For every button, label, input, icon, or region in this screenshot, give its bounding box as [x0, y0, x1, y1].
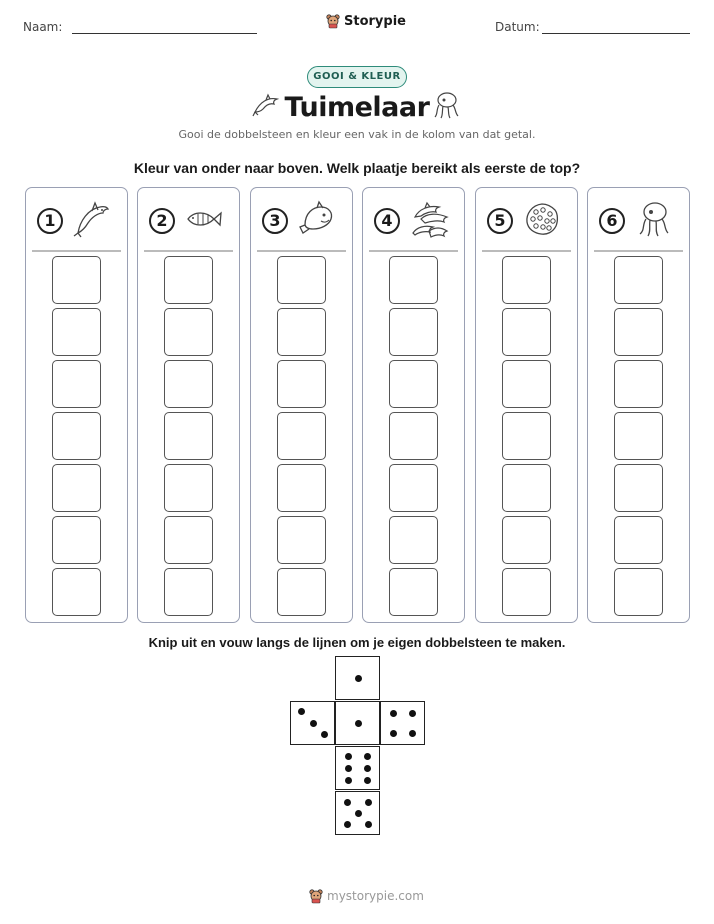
- cartoon-dolphin-icon: [297, 199, 337, 239]
- column-separator: [257, 250, 346, 252]
- dice-pip: [310, 720, 317, 727]
- dice-face-center: [335, 701, 380, 745]
- color-cell[interactable]: [52, 568, 101, 616]
- color-cell[interactable]: [277, 412, 326, 460]
- color-cell[interactable]: [614, 308, 663, 356]
- dice-face-bottom: [335, 791, 380, 835]
- color-cell[interactable]: [164, 516, 213, 564]
- brand-logo: [326, 13, 406, 29]
- column-separator: [144, 250, 233, 252]
- dice-instruction: Knip uit en vouw langs de lijnen om je eigen dobbelsteen te maken.: [148, 635, 566, 650]
- dice-pip: [355, 675, 362, 682]
- dice-face-left: [290, 701, 335, 745]
- column-separator: [482, 250, 571, 252]
- color-cell[interactable]: [502, 412, 551, 460]
- name-label: Naam:: [23, 20, 63, 34]
- dice-pip: [321, 731, 328, 738]
- squid-icon: [634, 199, 674, 239]
- date-label: Datum:: [495, 20, 540, 34]
- color-cell[interactable]: [502, 568, 551, 616]
- color-cell[interactable]: [52, 464, 101, 512]
- color-cell[interactable]: [52, 516, 101, 564]
- dice-pip: [364, 753, 371, 760]
- column-6: [587, 187, 690, 623]
- dolphin-icon: [72, 199, 112, 239]
- color-cell[interactable]: [52, 360, 101, 408]
- column-number: 2: [149, 208, 175, 234]
- column-2: [137, 187, 240, 623]
- dice-pip: [365, 799, 372, 806]
- dice-face-lower: [335, 746, 380, 790]
- color-cell[interactable]: [502, 464, 551, 512]
- column-number: 3: [262, 208, 288, 234]
- dice-pip: [365, 821, 372, 828]
- color-cell[interactable]: [389, 464, 438, 512]
- column-separator: [594, 250, 683, 252]
- column-number: 1: [37, 208, 63, 234]
- color-cell[interactable]: [164, 568, 213, 616]
- color-cell[interactable]: [164, 256, 213, 304]
- dice-pip: [390, 710, 397, 717]
- dice-pip: [345, 765, 352, 772]
- color-cell[interactable]: [164, 464, 213, 512]
- color-cell[interactable]: [164, 412, 213, 460]
- color-cell[interactable]: [277, 568, 326, 616]
- color-cell[interactable]: [614, 360, 663, 408]
- color-cell[interactable]: [52, 256, 101, 304]
- squid-icon: [430, 90, 462, 120]
- dice-pip: [390, 730, 397, 737]
- column-number: 4: [374, 208, 400, 234]
- color-cell[interactable]: [52, 308, 101, 356]
- color-cell[interactable]: [52, 412, 101, 460]
- column-4: [362, 187, 465, 623]
- dice-pip: [298, 708, 305, 715]
- color-cell[interactable]: [164, 360, 213, 408]
- footer: [309, 888, 424, 904]
- category-badge: GOOI & KLEUR: [307, 66, 407, 88]
- color-cell[interactable]: [277, 308, 326, 356]
- dice-pip: [344, 799, 351, 806]
- color-cell[interactable]: [277, 256, 326, 304]
- color-cell[interactable]: [277, 516, 326, 564]
- color-cell[interactable]: [614, 516, 663, 564]
- dolphins-group-icon: [409, 199, 451, 241]
- fish-icon: [184, 199, 224, 239]
- color-cell[interactable]: [164, 308, 213, 356]
- page-title: Tuimelaar: [284, 92, 430, 123]
- color-cell[interactable]: [389, 360, 438, 408]
- color-cell[interactable]: [614, 256, 663, 304]
- color-cell[interactable]: [502, 516, 551, 564]
- column-number: 6: [599, 208, 625, 234]
- dice-pip: [355, 720, 362, 727]
- color-cell[interactable]: [389, 256, 438, 304]
- bear-logo-icon: [326, 13, 340, 29]
- dice-face-right: [380, 701, 425, 745]
- dice-pip: [409, 710, 416, 717]
- color-cell[interactable]: [502, 308, 551, 356]
- column-3: [250, 187, 353, 623]
- color-cell[interactable]: [277, 360, 326, 408]
- column-1: [25, 187, 128, 623]
- name-line: [72, 33, 257, 34]
- subtitle: Gooi de dobbelsteen en kleur een vak in de kolom van dat getal.: [178, 128, 536, 141]
- dice-pip: [355, 810, 362, 817]
- dice-pip: [364, 777, 371, 784]
- color-cell[interactable]: [389, 412, 438, 460]
- color-cell[interactable]: [502, 256, 551, 304]
- instruction: Kleur van onder naar boven. Welk plaatje bereikt als eerste de top?: [133, 160, 581, 176]
- dice-face-top: [335, 656, 380, 700]
- column-number: 5: [487, 208, 513, 234]
- column-separator: [32, 250, 121, 252]
- color-cell[interactable]: [277, 464, 326, 512]
- color-cell[interactable]: [502, 360, 551, 408]
- brand-name: Storypie: [344, 13, 406, 29]
- dice-pip: [344, 821, 351, 828]
- color-cell[interactable]: [389, 568, 438, 616]
- coral-icon: [522, 199, 562, 239]
- column-5: [475, 187, 578, 623]
- date-line: [542, 33, 690, 34]
- color-cell[interactable]: [614, 568, 663, 616]
- color-cell[interactable]: [389, 308, 438, 356]
- dice-pip: [345, 777, 352, 784]
- footer-url: mystorypie.com: [327, 889, 424, 903]
- color-cell[interactable]: [614, 464, 663, 512]
- color-cell[interactable]: [389, 516, 438, 564]
- dice-pip: [409, 730, 416, 737]
- dice-pip: [364, 765, 371, 772]
- color-cell[interactable]: [614, 412, 663, 460]
- bear-logo-icon: [309, 888, 323, 904]
- column-separator: [369, 250, 458, 252]
- dice-pip: [345, 753, 352, 760]
